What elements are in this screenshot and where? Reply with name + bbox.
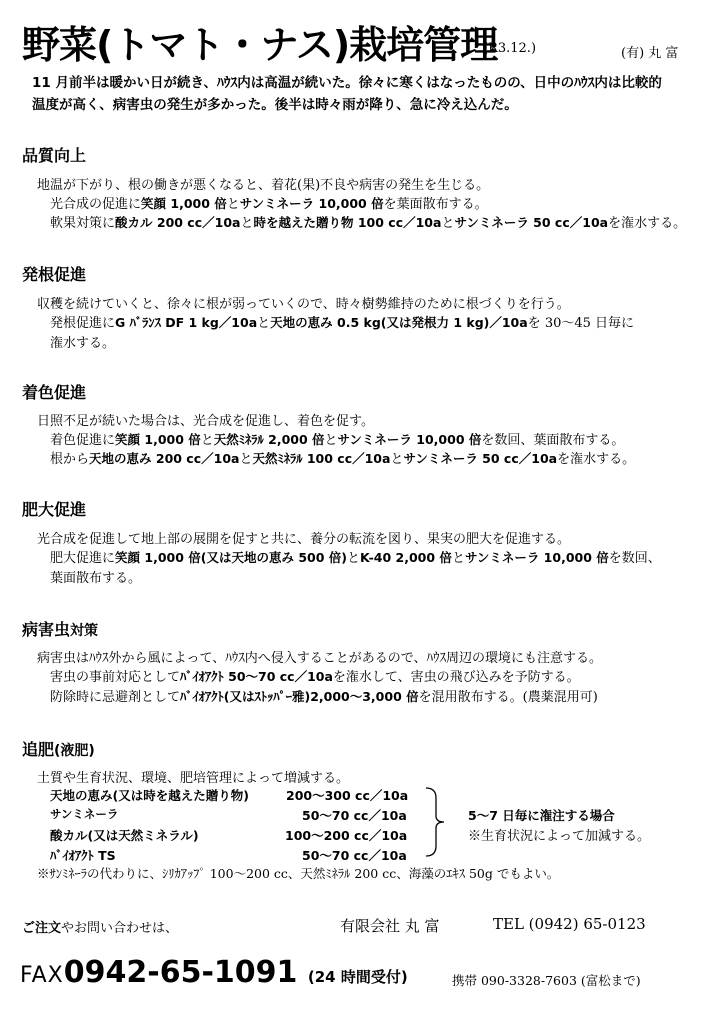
order-text <box>22 917 178 936</box>
heading-sub: (液肥) <box>54 743 95 759</box>
text: を数回、葉面散布する。 <box>481 433 625 448</box>
text: と <box>390 452 404 467</box>
heading-main: 追肥 <box>22 740 55 759</box>
intro-line-2: 温度が高く、病害虫の発生が多かった。後半は時々雨が降り、急に冷え込んだ。 <box>32 97 518 113</box>
fertilizer-note-bold: 5～7 日毎に潅注する場合 <box>468 808 615 823</box>
product-emphasis: 笑顔 1,000 倍 <box>141 196 227 211</box>
text: を潅水して、害虫の飛び込みを予防する。 <box>332 670 580 685</box>
text: 発根促進に <box>50 316 116 331</box>
product-emphasis: K-40 2,000 倍 <box>360 550 452 565</box>
text: を潅水する。 <box>557 452 636 467</box>
text: と <box>451 551 465 566</box>
company-name-header: (有) 丸 富 <box>621 46 679 61</box>
text: 根から <box>50 452 90 467</box>
text: と <box>226 197 240 212</box>
product-emphasis: 時を越えた贈り物 100 cc／10a <box>253 215 442 230</box>
text: を潅水する。 <box>608 216 687 231</box>
fertilizer-item-name: 天地の恵み(又は時を越えた贈り物) <box>50 788 249 803</box>
text: と <box>240 216 254 231</box>
coloring-text-2 <box>50 429 624 448</box>
fertilizer-item-name: サンミネーラ <box>50 807 119 821</box>
product-emphasis: 天然ﾐﾈﾗﾙ 2,000 倍 <box>213 432 325 447</box>
rooting-text-3: 潅水する。 <box>50 336 116 351</box>
text: と <box>200 433 214 448</box>
section-heading-coloring: 着色促進 <box>22 383 87 402</box>
quality-text-1: 地温が下がり、根の働きが悪くなると、着花(果)不良や病害の発生を生じる。 <box>37 178 490 193</box>
issue-date: (R3.12.) <box>483 41 537 56</box>
text: と <box>441 216 455 231</box>
fertilizer-item-name: ﾊﾞｲｵｱｸﾄ TS <box>50 848 116 863</box>
telephone-number: TEL (0942) 65-0123 <box>493 915 646 933</box>
intro-line-1: 11 月前半は暖かい日が続き、ﾊｳｽ内は高温が続いた。徐々に寒くはなったものの、日中のﾊｳｽ内は比較的 <box>32 75 662 91</box>
pest-text-2 <box>50 666 580 685</box>
page-title: 野菜(トマト・ナス)栽培管理 <box>22 23 498 67</box>
text: 光合成の促進に <box>50 197 142 212</box>
product-emphasis: 天地の恵み 200 cc／10a <box>89 451 240 466</box>
product-emphasis: サンミネーラ 10,000 倍 <box>239 196 384 211</box>
text: を葉面散布する。 <box>383 197 488 212</box>
fertilizer-item-amount: 50～70 cc／10a <box>302 848 407 863</box>
fertilizer-note: ※生育状況によって加減する。 <box>468 829 651 844</box>
mobile-number: 携帯 090-3328-7603 (富松まで) <box>452 973 641 988</box>
text: 軟果対策に <box>50 216 116 231</box>
pest-text-1: 病害虫はﾊｳｽ外から風によって、ﾊｳｽ内へ侵入することがあるので、ﾊｳｽ周辺の環境にも注意する。 <box>37 651 602 666</box>
order-rest: やお問い合わせは、 <box>61 921 179 936</box>
product-emphasis: G ﾊﾞﾗﾝｽ DF 1 kg／10a <box>115 315 258 330</box>
fax-line <box>20 955 408 990</box>
text: 肥大促進に <box>50 551 116 566</box>
product-emphasis: サンミネーラ 50 cc／10a <box>403 451 558 466</box>
product-emphasis: サンミネーラ 10,000 倍 <box>464 550 609 565</box>
fertilizer-item-amount: 50～70 cc／10a <box>302 808 407 823</box>
text: 防除時に忌避剤として <box>50 690 181 705</box>
heading-main: 病害虫 <box>22 620 71 639</box>
fertilizer-text-1: 土質や生育状況、環境、肥培管理によって増減する。 <box>37 771 350 786</box>
order-bold: ご注文 <box>22 921 62 936</box>
right-brace <box>422 786 452 858</box>
section-heading-enlarge: 肥大促進 <box>22 500 87 519</box>
rooting-text-1: 収穫を続けていくと、徐々に根が弱っていくので、時々樹勢維持のために根づくりを行う。 <box>37 297 570 312</box>
coloring-text-3 <box>50 448 635 467</box>
enlarge-text-1: 光合成を促進して地上部の展開を促すと共に、養分の転流を図り、果実の肥大を促進する。 <box>37 532 571 547</box>
section-heading-pest <box>22 617 98 640</box>
product-emphasis: 天然ﾐﾈﾗﾙ 100 cc／10a <box>252 451 391 466</box>
pest-text-3 <box>50 686 598 705</box>
fertilizer-item-name: 酸カル(又は天然ミネラル) <box>50 828 199 843</box>
product-emphasis: 笑顔 1,000 倍 <box>115 432 201 447</box>
rooting-text-2 <box>50 312 634 331</box>
text: と <box>239 452 253 467</box>
fax-label: FAX <box>20 963 64 988</box>
text: を数回、 <box>608 551 661 566</box>
fertilizer-item-amount: 200～300 cc／10a <box>286 788 409 803</box>
product-emphasis: ﾊﾞｲｵｱｸﾄ(又はｽﾄｯﾊﾟｰ雅)2,000～3,000 倍 <box>180 689 419 704</box>
fax-number: 0942-65-1091 <box>63 955 298 990</box>
section-heading-rooting: 発根促進 <box>22 265 87 284</box>
product-emphasis: サンミネーラ 10,000 倍 <box>337 432 482 447</box>
product-emphasis: ﾊﾞｲｵｱｸﾄ 50～70 cc／10a <box>180 669 333 684</box>
product-emphasis: サンミネーラ 50 cc／10a <box>454 215 609 230</box>
text: と <box>346 551 360 566</box>
company-name-footer: 有限会社 丸 富 <box>340 917 440 935</box>
product-emphasis: 酸カル 200 cc／10a <box>115 215 241 230</box>
intro-paragraph <box>32 72 662 116</box>
heading-sub: 対策 <box>70 623 99 639</box>
fax-hours: (24 時間受付) <box>307 968 408 986</box>
section-heading-fertilizer <box>22 737 95 760</box>
product-emphasis: 笑顔 1,000 倍(又は天地の恵み 500 倍) <box>115 550 347 565</box>
enlarge-text-2 <box>50 547 661 566</box>
coloring-text-1: 日照不足が続いた場合は、光合成を促進し、着色を促す。 <box>37 414 374 429</box>
fertilizer-footnote: ※ｻﾝﾐﾈｰﾗの代わりに、ｼﾘｶｱｯﾌﾟ 100～200 cc、天然ﾐﾈﾗﾙ 200 cc、海藻のｴｷｽ 50g でもよい。 <box>37 866 560 881</box>
enlarge-text-3: 葉面散布する。 <box>50 571 142 586</box>
quality-text-2 <box>50 193 488 212</box>
text: を 30～45 日毎に <box>527 316 635 331</box>
section-heading-quality: 品質向上 <box>22 146 87 165</box>
text: を混用散布する。(農薬混用可) <box>418 690 598 705</box>
text: と <box>324 433 338 448</box>
text: と <box>257 316 271 331</box>
text: 着色促進に <box>50 433 116 448</box>
product-emphasis: 天地の恵み 0.5 kg(又は発根力 1 kg)／10a <box>270 315 528 330</box>
fertilizer-item-amount: 100～200 cc／10a <box>285 828 408 843</box>
quality-text-3 <box>50 212 686 231</box>
text: 害虫の事前対応として <box>50 670 181 685</box>
